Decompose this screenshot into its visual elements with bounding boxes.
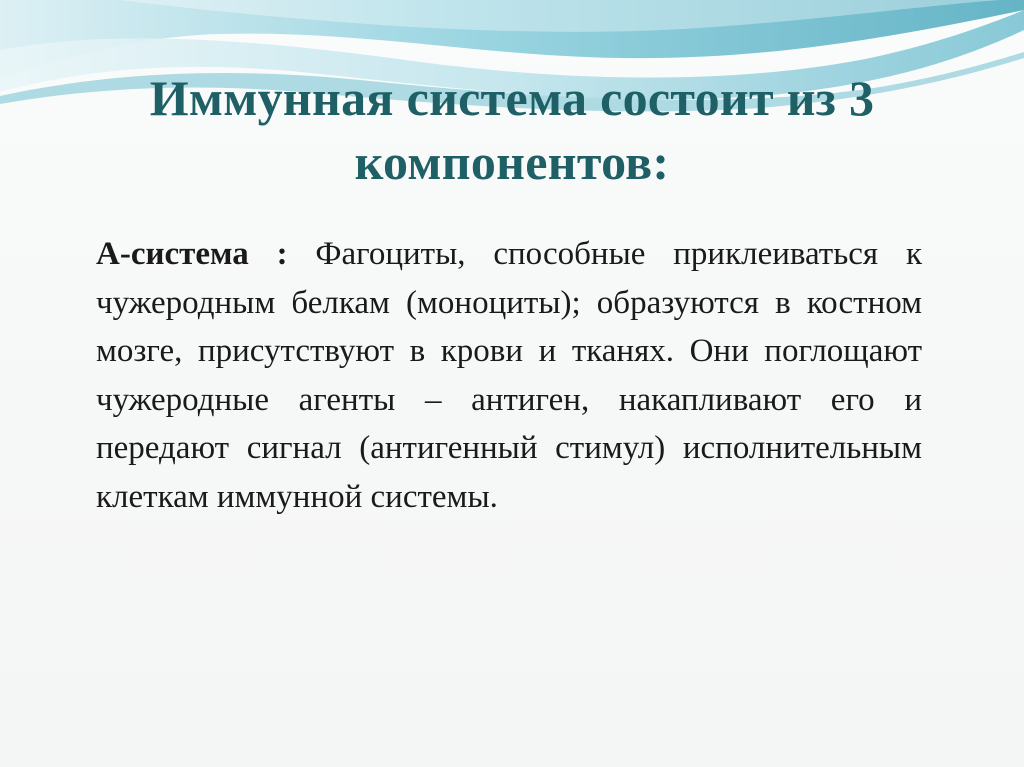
term-label: А-система [96, 236, 249, 272]
term-separator: : [248, 236, 316, 272]
slide-body [96, 230, 922, 521]
term-definition: Фагоциты, способные приклеиваться к чужеродным белкам (моноциты); образуются в костном мозге, присутствуют в крови и тканях. Они поглощают чужеродные агенты – антиген, накапливают его и передают сигнал (антигенный стимул) исполнительным клеткам иммунной системы. [96, 236, 922, 515]
slide-title: Иммунная система состоит из 3 компонентов: [149, 70, 875, 190]
